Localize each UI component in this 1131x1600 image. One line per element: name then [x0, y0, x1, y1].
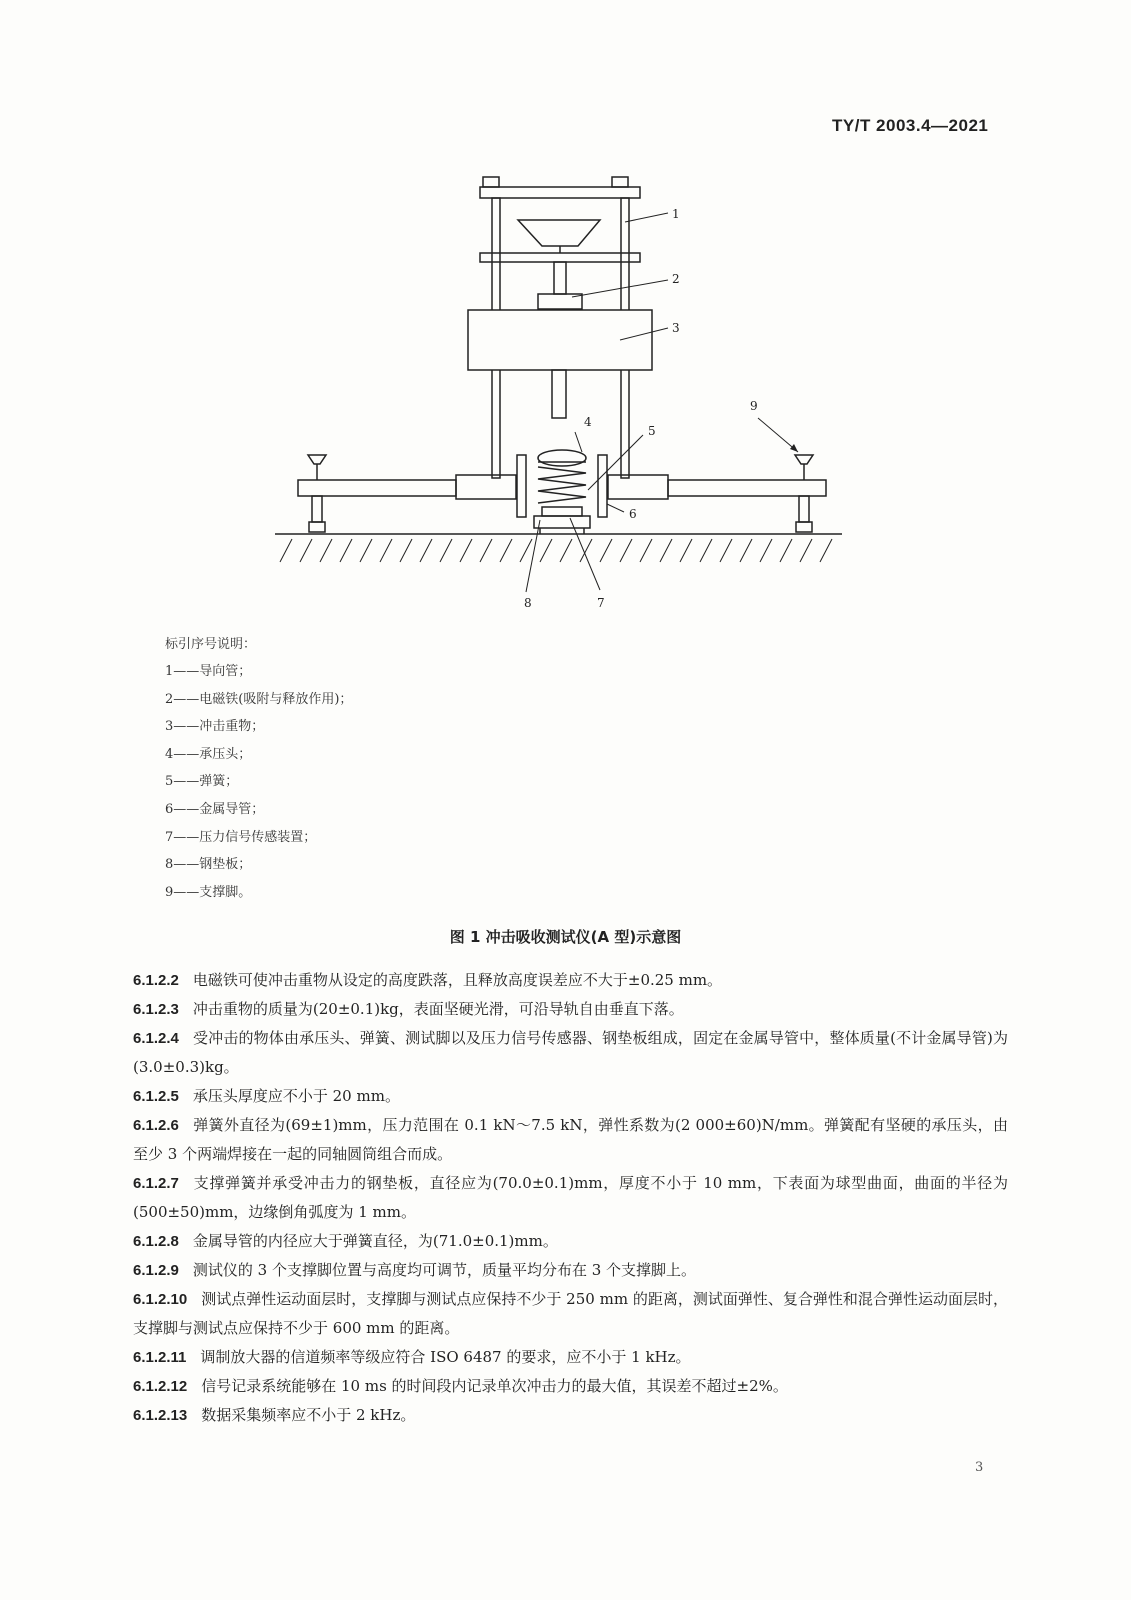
- clause: [133, 1343, 1008, 1372]
- clause-text: 受冲击的物体由承压头、弹簧、测试脚以及压力信号传感器、钢垫板组成，固定在金属导管中，整体质量(不计金属导管)为(3.0±0.3)kg。: [133, 1029, 1008, 1076]
- clause: [133, 1401, 1008, 1430]
- clause-number: 6.1.2.13: [133, 1407, 188, 1424]
- callout-9: 9: [750, 399, 758, 413]
- clause-number: 6.1.2.10: [133, 1291, 188, 1308]
- support-foot-right: [795, 455, 813, 532]
- cone-cup: [518, 220, 600, 246]
- clause-text: 支撑弹簧并承受冲击力的钢垫板，直径应为(70.0±0.1)mm，厚度不小于 10 mm，下表面为球型曲面，曲面的半径为(500±50)mm，边缘倒角弧度为 1 mm。: [133, 1174, 1008, 1221]
- callout-4: 4: [584, 415, 592, 429]
- clause-text: 测试仪的 3 个支撑脚位置与高度均可调节，质量平均分布在 3 个支撑脚上。: [192, 1261, 697, 1279]
- beam-sleeve-right: [608, 475, 668, 499]
- clause: [133, 1227, 1008, 1256]
- clause-number: 6.1.2.8: [133, 1233, 179, 1250]
- clause: [133, 1082, 1008, 1111]
- standard-code: TY/T 2003.4—2021: [832, 116, 989, 135]
- figure-caption: 图 1 冲击吸收测试仪(A 型)示意图: [449, 928, 682, 946]
- clause: [133, 995, 1008, 1024]
- clause-number: 6.1.2.12: [133, 1378, 188, 1395]
- clause: [133, 1372, 1008, 1401]
- clause-text: 数据采集频率应不小于 2 kHz。: [201, 1406, 416, 1424]
- figure-legend: [165, 631, 352, 906]
- clause-number: 6.1.2.7: [133, 1175, 179, 1192]
- clause-list: [133, 966, 1008, 1430]
- spring: [538, 467, 586, 503]
- clause-number: 6.1.2.4: [133, 1030, 179, 1047]
- beam-sleeve-left: [456, 475, 516, 499]
- top-bolt-right: [612, 177, 628, 187]
- callout-5: 5: [648, 424, 656, 438]
- page-number: 3: [975, 1460, 984, 1475]
- clause-text: 测试点弹性运动面层时，支撑脚与测试点应保持不少于 250 mm 的距离，测试面弹性、复合弹性和混合弹性运动面层时，支撑脚与测试点应保持不少于 600 mm 的距离。: [133, 1290, 1008, 1337]
- legend-item-8: 8——钢垫板；: [165, 857, 252, 873]
- legend-item-6: 6——金属导管；: [165, 801, 265, 817]
- clause-number: 6.1.2.11: [133, 1349, 187, 1366]
- clause-number: 6.1.2.2: [133, 972, 179, 989]
- legend-item-1: 1——导向管；: [165, 664, 252, 679]
- clause-number: 6.1.2.6: [133, 1117, 179, 1134]
- clause: [133, 1256, 1008, 1285]
- clause-number: 6.1.2.9: [133, 1262, 179, 1279]
- clause-text: 金属导管的内径应大于弹簧直径，为(71.0±0.1)mm。: [192, 1232, 558, 1250]
- legend-item-7: 7——压力信号传感装置；: [165, 829, 317, 845]
- callout-6: 6: [629, 507, 637, 521]
- clause: [133, 966, 1008, 995]
- legend-title: 标引序号说明：: [165, 637, 257, 652]
- clause: [133, 1169, 1008, 1227]
- clause-text: 弹簧外直径为(69±1)mm，压力范围在 0.1 kN～7.5 kN，弹性系数为(2 000±60)N/mm。弹簧配有坚硬的承压头，由至少 3 个两端焊接在一起的同轴圆筒组合而成。: [133, 1116, 1008, 1163]
- legend-item-9: 9——支撑脚。: [165, 884, 252, 900]
- clause-number: 6.1.2.3: [133, 1001, 179, 1018]
- ground-hatching: [280, 539, 832, 562]
- metal-guide-tube-right: [598, 455, 607, 517]
- clause: [133, 1024, 1008, 1082]
- legend-item-2: 2——电磁铁(吸附与释放作用)；: [165, 691, 353, 707]
- clause: [133, 1285, 1008, 1343]
- clause-text: 承压头厚度应不小于 20 mm。: [192, 1087, 400, 1105]
- middle-plate: [480, 253, 640, 262]
- clause-text: 电磁铁可使冲击重物从设定的高度跌落，且释放高度误差应不大于±0.25 mm。: [192, 971, 723, 989]
- pressure-head: [538, 450, 586, 466]
- callout-7: 7: [597, 596, 605, 610]
- top-bolt-left: [483, 177, 499, 187]
- striker-rod: [552, 370, 566, 418]
- electromagnet-shaft: [554, 262, 566, 294]
- support-foot-left: [308, 455, 326, 532]
- support-beam-left: [298, 480, 456, 496]
- callout-1: 1: [672, 207, 680, 221]
- clause-text: 调制放大器的信道频率等级应符合 ISO 6487 的要求，应不小于 1 kHz。: [200, 1348, 691, 1366]
- clause-text: 冲击重物的质量为(20±0.1)kg，表面坚硬光滑，可沿导轨自由垂直下落。: [192, 1000, 684, 1018]
- support-beam-right: [668, 480, 826, 496]
- legend-item-4: 4——承压头；: [165, 746, 252, 762]
- apparatus-diagram: [270, 170, 850, 620]
- callout-8: 8: [524, 596, 532, 610]
- clause-number: 6.1.2.5: [133, 1088, 179, 1105]
- callout-3: 3: [672, 321, 680, 335]
- legend-item-3: 3——冲击重物；: [165, 719, 265, 735]
- top-plate: [480, 187, 640, 198]
- pressure-sensor: [542, 507, 582, 516]
- clause-text: 信号记录系统能够在 10 ms 的时间段内记录单次冲击力的最大值，其误差不超过±2%。: [201, 1377, 788, 1395]
- metal-guide-tube-left: [517, 455, 526, 517]
- legend-item-5: 5——弹簧；: [165, 774, 239, 790]
- callout-2: 2: [672, 272, 680, 286]
- impact-weight: [468, 310, 652, 370]
- clause: [133, 1111, 1008, 1169]
- steel-pad: [534, 516, 590, 528]
